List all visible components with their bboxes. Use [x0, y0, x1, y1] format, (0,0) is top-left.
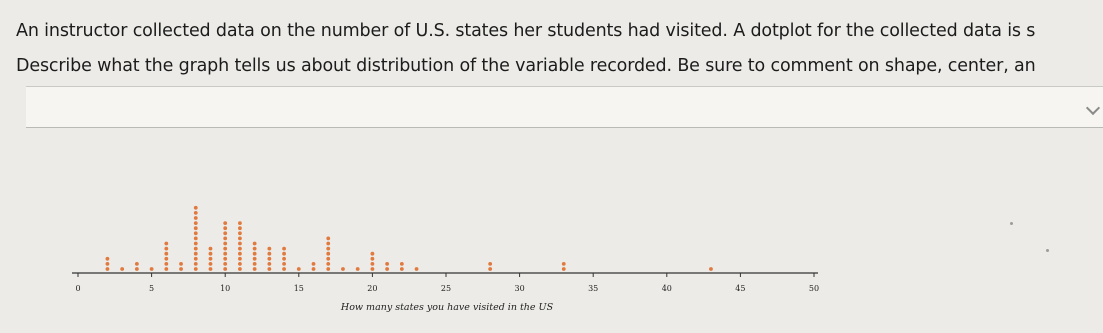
x-tick-label: 40 — [661, 284, 672, 293]
dot — [341, 267, 345, 271]
dot — [488, 267, 492, 271]
dot — [238, 226, 242, 230]
dot — [238, 252, 242, 256]
x-axis-label: How many states you have visited in the US — [340, 302, 554, 313]
dot — [223, 226, 227, 230]
x-tick-label: 10 — [220, 284, 231, 293]
x-axis-ticks — [78, 273, 814, 277]
dot — [194, 262, 198, 266]
dot — [385, 267, 389, 271]
dot — [164, 257, 168, 261]
dot — [326, 237, 330, 241]
dot — [194, 231, 198, 235]
dot — [106, 267, 110, 271]
dot — [209, 252, 213, 256]
dot — [238, 257, 242, 261]
dot — [562, 267, 566, 271]
dot — [238, 242, 242, 246]
x-tick-label: 50 — [808, 284, 820, 293]
dot — [194, 206, 198, 210]
dot — [194, 257, 198, 261]
dot — [282, 252, 286, 256]
dot — [120, 267, 124, 271]
dot — [282, 247, 286, 251]
dot — [326, 247, 330, 251]
dot — [223, 242, 227, 246]
x-axis-tick-labels — [75, 284, 819, 293]
dot — [312, 262, 316, 266]
dot — [371, 252, 375, 256]
dot — [326, 257, 330, 261]
dot — [385, 262, 389, 266]
x-tick-label: 5 — [149, 284, 155, 293]
dot — [209, 262, 213, 266]
dot — [253, 267, 257, 271]
dot — [179, 262, 183, 266]
dot — [194, 242, 198, 246]
dot — [253, 252, 257, 256]
dot — [106, 262, 110, 266]
dot — [238, 247, 242, 251]
dot — [488, 262, 492, 266]
dot — [282, 257, 286, 261]
question-text-line-1: An instructor collected data on the number of U.S. states her students had visited. A dotplot for the collected data is s — [16, 21, 1036, 41]
dot — [326, 252, 330, 256]
dot — [223, 247, 227, 251]
dot — [194, 247, 198, 251]
x-tick-label: 35 — [588, 284, 599, 293]
answer-input[interactable] — [26, 87, 1103, 131]
dot — [267, 267, 271, 271]
dot — [253, 262, 257, 266]
x-tick-label: 0 — [75, 284, 81, 293]
dot — [371, 262, 375, 266]
question-text-line-2: Describe what the graph tells us about distribution of the variable recorded. Be sure to comment on shape, center, an — [16, 56, 1036, 76]
answer-dropdown[interactable] — [26, 86, 1103, 128]
dot — [209, 247, 213, 251]
dot — [164, 262, 168, 266]
dot — [253, 257, 257, 261]
x-tick-label: 30 — [514, 284, 525, 293]
dot — [326, 267, 330, 271]
dot — [267, 252, 271, 256]
dot — [194, 221, 198, 225]
dot — [326, 242, 330, 246]
dot — [223, 237, 227, 241]
dot — [223, 231, 227, 235]
dot — [400, 267, 404, 271]
x-tick-label: 15 — [293, 284, 304, 293]
dot — [194, 226, 198, 230]
dot — [400, 262, 404, 266]
dot — [223, 221, 227, 225]
x-tick-label: 20 — [367, 284, 378, 293]
dot — [223, 257, 227, 261]
dot — [326, 262, 330, 266]
dot — [297, 267, 301, 271]
dot — [282, 267, 286, 271]
dot — [209, 257, 213, 261]
dot — [253, 242, 257, 246]
dot — [312, 267, 316, 271]
dotplot-chart — [0, 160, 1103, 333]
dot — [194, 237, 198, 241]
dot — [194, 216, 198, 220]
dot — [164, 242, 168, 246]
dot — [709, 267, 713, 271]
dot — [267, 262, 271, 266]
dot — [253, 247, 257, 251]
x-tick-label: 45 — [735, 284, 746, 293]
dot — [164, 252, 168, 256]
dot — [164, 267, 168, 271]
dot — [223, 267, 227, 271]
dot — [238, 221, 242, 225]
dot — [135, 267, 139, 271]
dot — [194, 211, 198, 215]
dot — [238, 237, 242, 241]
dot — [238, 231, 242, 235]
dot — [267, 247, 271, 251]
dot — [238, 267, 242, 271]
smudge-mark — [1046, 249, 1049, 252]
dotplot-dots — [106, 206, 713, 271]
dot — [238, 262, 242, 266]
x-tick-label: 25 — [440, 284, 452, 293]
dot — [282, 262, 286, 266]
dot — [356, 267, 360, 271]
dot — [106, 257, 110, 261]
dot — [135, 262, 139, 266]
dot — [562, 262, 566, 266]
dot — [371, 257, 375, 261]
dot — [223, 262, 227, 266]
dot — [209, 267, 213, 271]
dot — [194, 252, 198, 256]
dot — [415, 267, 419, 271]
dot — [179, 267, 183, 271]
dot — [371, 267, 375, 271]
dot — [194, 267, 198, 271]
dot — [164, 247, 168, 251]
dot — [223, 252, 227, 256]
smudge-mark — [1010, 222, 1013, 225]
dot — [150, 267, 154, 271]
dot — [267, 257, 271, 261]
